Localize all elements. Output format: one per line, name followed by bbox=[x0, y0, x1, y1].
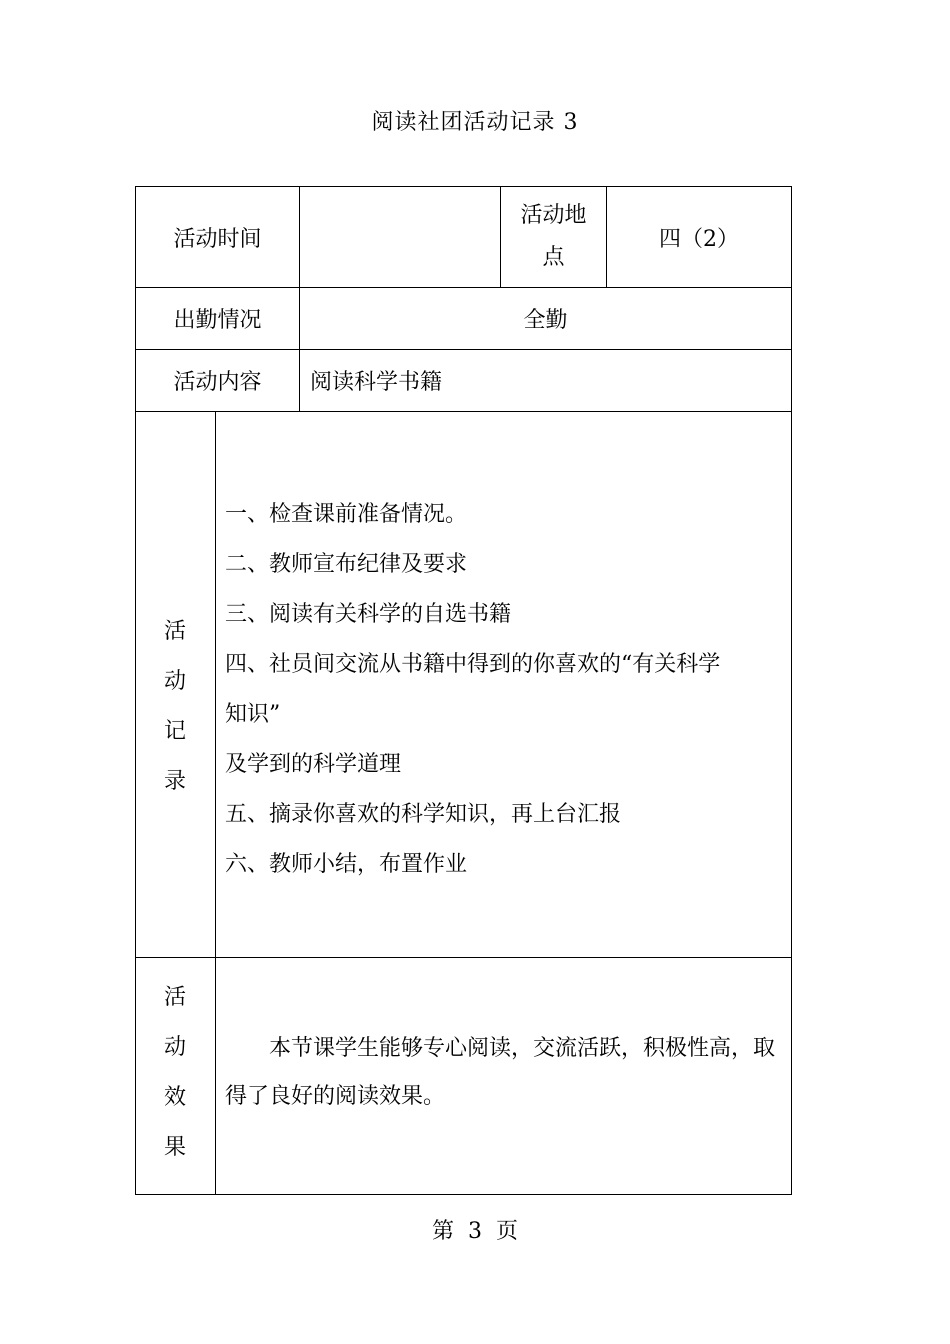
record-item: 六、教师小结，布置作业 bbox=[225, 852, 468, 877]
page-number: 第 3 页 bbox=[432, 1219, 518, 1244]
record-label-char: 动 bbox=[163, 669, 186, 694]
record-item: 二、教师宣布纪律及要求 bbox=[225, 552, 468, 577]
effect-label-char: 效 bbox=[163, 1085, 186, 1110]
record-label-char: 活 bbox=[163, 619, 186, 644]
table-border-bottom bbox=[135, 1194, 792, 1195]
attendance-value: 全勤 bbox=[523, 308, 568, 333]
record-item: 五、摘录你喜欢的科学知识，再上台汇报 bbox=[225, 802, 622, 827]
record-label bbox=[136, 607, 214, 807]
table-border-right bbox=[791, 186, 792, 1195]
record-item: 一、检查课前准备情况。 bbox=[225, 502, 468, 527]
effect-label-char: 活 bbox=[163, 985, 186, 1010]
effect-text: 本节课学生能够专心阅读，交流活跃，积极性高，取得了良好的阅读效果。 bbox=[225, 1036, 776, 1109]
time-label: 活动时间 bbox=[173, 226, 262, 252]
place-value: 四（2） bbox=[659, 226, 739, 252]
place-label-line1: 活动地 bbox=[520, 203, 587, 228]
effect-label-char: 动 bbox=[163, 1035, 186, 1060]
content-label: 活动内容 bbox=[173, 370, 262, 395]
record-label-char: 录 bbox=[163, 769, 186, 794]
record-item: 三、阅读有关科学的自选书籍 bbox=[225, 602, 512, 627]
record-item: 知识” bbox=[225, 702, 281, 727]
effect-label bbox=[136, 973, 214, 1173]
row-divider bbox=[135, 411, 792, 412]
record-item: 及学到的科学道理 bbox=[225, 752, 402, 777]
row-divider bbox=[135, 957, 792, 958]
time-value bbox=[300, 187, 500, 287]
place-label bbox=[501, 187, 606, 287]
col-divider bbox=[215, 411, 216, 1195]
effect-label-char: 果 bbox=[163, 1135, 186, 1160]
attendance-label: 出勤情况 bbox=[173, 308, 262, 333]
record-label-char: 记 bbox=[163, 719, 186, 744]
content-value: 阅读科学书籍 bbox=[310, 370, 443, 395]
record-items bbox=[225, 490, 785, 890]
record-item: 四、社员间交流从书籍中得到的你喜欢的“有关科学 bbox=[225, 652, 721, 677]
page-title: 阅读社团活动记录 3 bbox=[371, 110, 579, 135]
place-label-line2: 点 bbox=[542, 245, 565, 270]
